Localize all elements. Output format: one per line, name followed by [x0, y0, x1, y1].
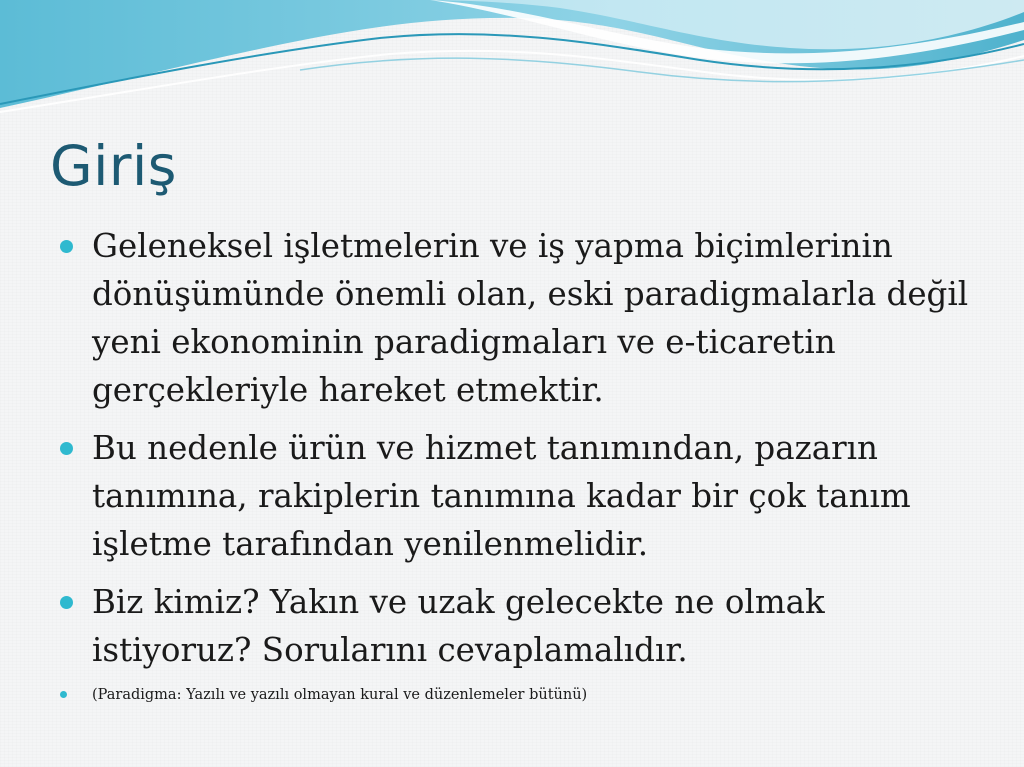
bullet-dot-icon	[60, 442, 73, 455]
bullet-dot-icon	[60, 596, 73, 609]
bullet-text: (Paradigma: Yazılı ve yazılı olmayan kural ve düzenlemeler bütünü)	[92, 687, 588, 703]
bullet-text: Bu nedenle ürün ve hizmet tanımından, pazarın tanımına, rakiplerin tanımına kadar bir çok tanım işletme tarafından yenilenmelidir.	[92, 429, 911, 563]
bullet-item	[60, 222, 980, 414]
bullet-dot-icon	[60, 240, 73, 253]
header-wave-decoration	[0, 0, 1024, 130]
bullet-list	[60, 222, 980, 706]
bullet-item-footnote	[60, 684, 980, 706]
bullet-text: Geleneksel işletmelerin ve iş yapma biçimlerinin dönüşümünde önemli olan, eski paradigmalarla değil yeni ekonominin paradigmaları ve e-ticaretin gerçekleriyle hareket etmektir.	[92, 227, 969, 409]
bullet-dot-icon	[60, 691, 67, 698]
bullet-text: Biz kimiz? Yakın ve uzak gelecekte ne olmak istiyoruz? Sorularını cevaplamalıdır.	[92, 583, 825, 669]
bullet-item	[60, 578, 980, 674]
slide-title: Giriş	[50, 134, 177, 198]
bullet-item	[60, 424, 980, 568]
